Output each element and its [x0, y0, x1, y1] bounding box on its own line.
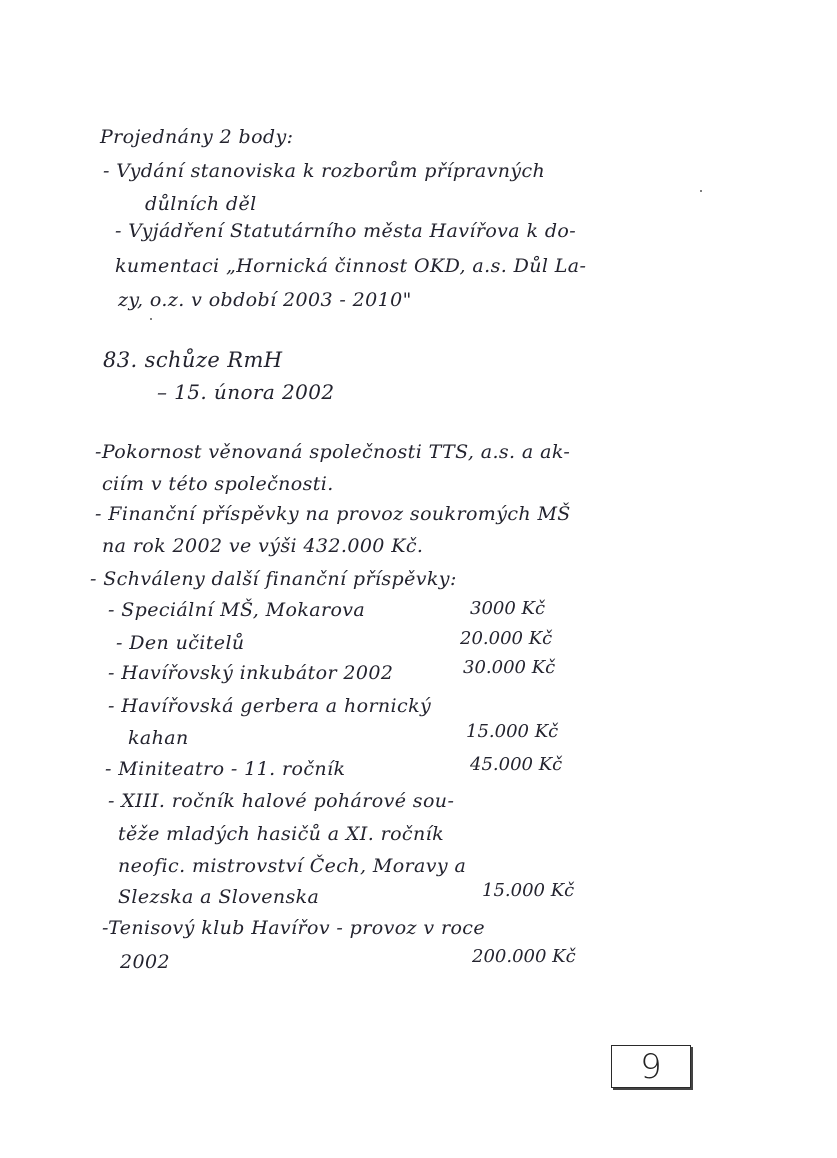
- item-vydani-stanoviska-cont: důlních děl: [145, 193, 257, 215]
- meeting-title: 83. schůze RmH: [103, 348, 283, 372]
- item-schvaleny: - Schváleny další finanční příspěvky:: [90, 568, 457, 590]
- contribution-tenisovy-klub-cont: 2002: [120, 951, 170, 973]
- amount-inkubator: 30.000 Kč: [463, 657, 556, 678]
- contribution-den-ucitelu: - Den učitelů: [116, 632, 245, 654]
- item-vyjadreni: - Vyjádření Statutárního města Havířova k do-: [115, 220, 577, 242]
- contribution-gerbera-cont: kahan: [128, 727, 189, 749]
- item-vyjadreni-cont-2: zy, o.z. v období 2003 - 2010": [118, 289, 412, 311]
- item-pokornost: -Pokornost věnovaná společnosti TTS, a.s. a ak-: [95, 441, 571, 463]
- amount-den-ucitelu: 20.000 Kč: [460, 628, 553, 649]
- item-financni-prispevky-cont: na rok 2002 ve výši 432.000 Kč.: [102, 535, 424, 557]
- heading-projednany: Projednány 2 body:: [100, 126, 294, 148]
- contribution-hasici: - XIII. ročník halové pohárové sou-: [108, 790, 455, 812]
- item-vydani-stanoviska: - Vydání stanoviska k rozborům přípravných: [103, 160, 546, 182]
- scan-speck: [700, 190, 702, 192]
- amount-gerbera: 15.000 Kč: [466, 721, 559, 742]
- item-financni-prispevky: - Finanční příspěvky na provoz soukromých MŠ: [95, 503, 571, 525]
- item-pokornost-cont: ciím v této společnosti.: [102, 473, 334, 495]
- amount-miniteatro: 45.000 Kč: [470, 754, 563, 775]
- amount-tenisovy-klub: 200.000 Kč: [472, 946, 576, 967]
- scan-speck: [150, 318, 152, 320]
- contribution-miniteatro: - Miniteatro - 11. ročník: [105, 758, 346, 780]
- contribution-inkubator: - Havířovský inkubátor 2002: [108, 662, 394, 684]
- contribution-gerbera: - Havířovská gerbera a hornický: [108, 695, 432, 717]
- contribution-tenisovy-klub: -Tenisový klub Havířov - provoz v roce: [102, 917, 485, 939]
- amount-hasici: 15.000 Kč: [482, 880, 575, 901]
- page-number: 9: [640, 1046, 662, 1087]
- meeting-date: – 15. února 2002: [157, 380, 335, 404]
- contribution-specialni-ms: - Speciální MŠ, Mokarova: [108, 599, 366, 621]
- page-number-box: [611, 1045, 691, 1088]
- item-vyjadreni-cont-1: kumentaci „Hornická činnost OKD, a.s. Důl La-: [115, 255, 587, 277]
- contribution-hasici-cont-1: těže mladých hasičů a XI. ročník: [118, 823, 444, 845]
- contribution-hasici-cont-2: neofic. mistrovství Čech, Moravy a: [118, 855, 467, 877]
- contribution-hasici-cont-3: Slezska a Slovenska: [118, 886, 320, 908]
- amount-specialni-ms: 3000 Kč: [470, 598, 546, 619]
